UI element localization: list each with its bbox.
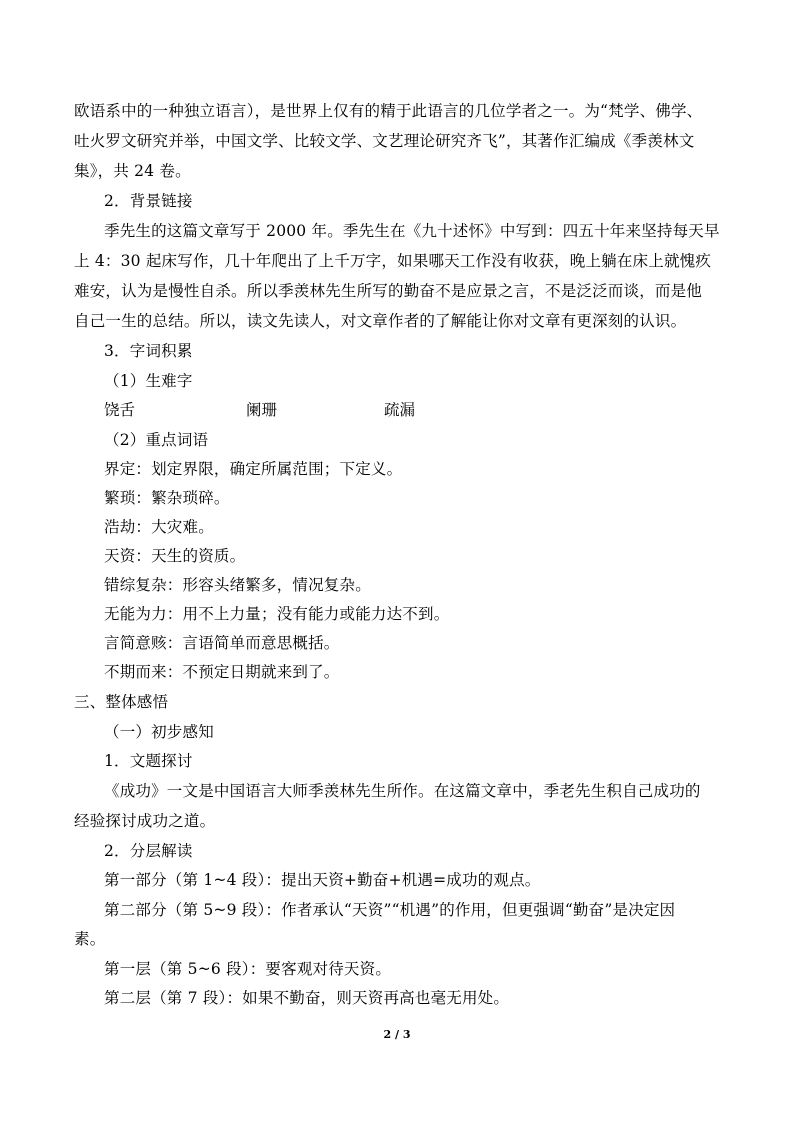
vocab-heading: 3．字词积累: [104, 342, 193, 360]
term-4: 天资：天生的资质。: [104, 547, 246, 565]
rare-char-1: 饶舌: [104, 401, 136, 419]
title-discussion-line-2: 经验探讨成功之道。: [74, 812, 216, 830]
vocab-sub-rare-chars: （1）生难字: [104, 372, 193, 390]
rare-char-3: 疏漏: [384, 401, 416, 419]
overall-heading: 三、整体感悟: [74, 693, 169, 711]
background-line-3: 难安，认为是慢性自杀。所以季羡林先生所写的勤奋不是应景之言，不是泛泛而谈，而是他: [74, 282, 703, 300]
background-line-2: 上 4：30 起床写作，几十年爬出了上千万字，如果哪天工作没有收获，晚上躺在床上就愧疚: [74, 252, 712, 270]
overall-sub-initial: （一）初步感知: [104, 723, 214, 741]
part-two-line-2: 素。: [74, 930, 106, 948]
term-5: 错综复杂：形容头绪繁多，情况复杂。: [104, 576, 371, 594]
term-2: 繁琐：繁杂琐碎。: [104, 489, 230, 507]
intro-line-2: 吐火罗文研究并举，中国文学、比较文学、文艺理论研究齐飞”，其著作汇编成《季羡林文: [74, 132, 695, 150]
term-8: 不期而来：不预定日期就来到了。: [104, 663, 340, 681]
background-heading: 2．背景链接: [104, 192, 193, 210]
rare-char-2: 阑珊: [246, 401, 278, 419]
intro-line-1: 欧语系中的一种独立语言），是世界上仅有的精于此语言的几位学者之一。为“梵学、佛学、: [74, 102, 703, 120]
title-discussion-line-1: 《成功》一文是中国语言大师季羡林先生所作。在这篇文章中，季老先生积自己成功的: [104, 782, 701, 800]
term-7: 言简意赅：言语简单而意思概括。: [104, 634, 340, 652]
layer-reading-heading: 2．分层解读: [104, 842, 193, 860]
part-two-line-1: 第二部分（第 5~9 段）：作者承认“天资”“机遇”的作用，但更强调“勤奋”是决定因: [104, 901, 676, 919]
layer-two: 第二层（第 7 段）：如果不勤奋，则天资再高也毫无用处。: [104, 989, 510, 1007]
background-line-4: 自己一生的总结。所以，读文先读人，对文章作者的了解能让你对文章有更深刻的认识。: [74, 312, 687, 330]
term-1: 界定：划定界限，确定所属范围；下定义。: [104, 460, 403, 478]
layer-one: 第一层（第 5~6 段）：要客观对待天资。: [104, 960, 392, 978]
term-6: 无能为力：用不上力量；没有能力或能力达不到。: [104, 605, 450, 623]
intro-line-3: 集》，共 24 卷。: [74, 162, 191, 180]
part-one: 第一部分（第 1~4 段）：提出天资+勤奋+机遇=成功的观点。: [104, 871, 541, 889]
page-number: 2 / 3: [383, 1028, 411, 1041]
term-3: 浩劫：大灾难。: [104, 518, 214, 536]
background-line-1: 季先生的这篇文章写于 2000 年。季先生在《九十述怀》中写到：四五十年来坚持每天早: [104, 222, 720, 240]
title-discussion-heading: 1．文题探讨: [104, 752, 193, 770]
vocab-sub-key-terms: （2）重点词语: [104, 431, 209, 449]
